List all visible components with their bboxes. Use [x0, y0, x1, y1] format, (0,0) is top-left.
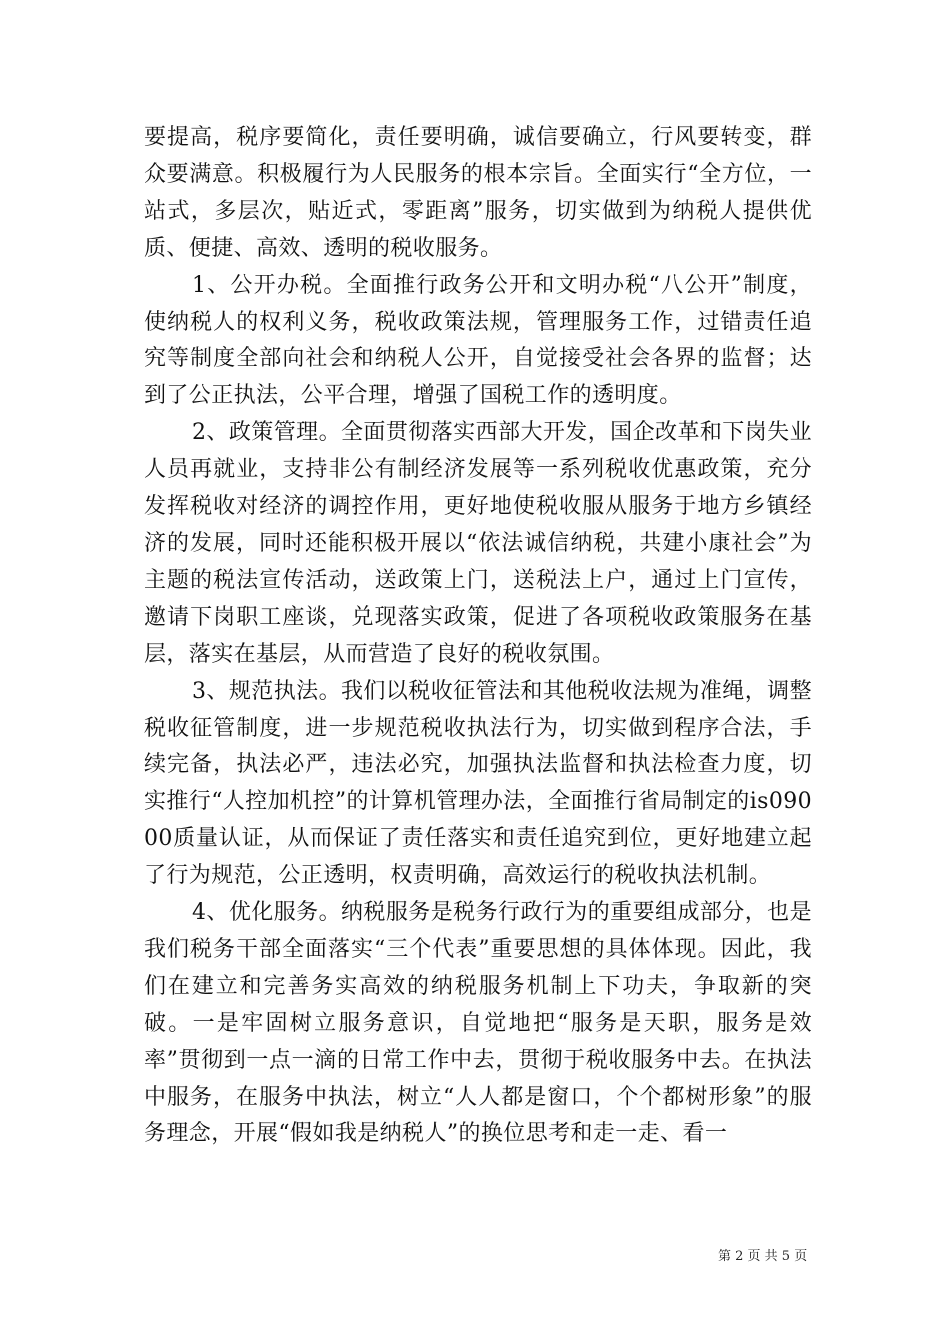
paragraph-optimize-service: 4、优化服务。纳税服务是税务行政行为的重要组成部分，也是我们税务干部全面落实“三个代表”重要思想的具体体现。因此，我们在建立和完善务实高效的纳税服务机制上下功夫，争取新的突破。一是牢固树立服务意识，自觉地把“服务是天职，服务是效率”贯彻到一点一滴的日常工作中去，贯彻于税收服务中去。在执法中服务，在服务中执法，树立“人人都是窗口，个个都树形象”的服务理念，开展“假如我是纳税人”的换位思考和走一走、看一	[144, 900, 812, 1147]
paragraph-standard-enforcement: 3、规范执法。我们以税收征管法和其他税收法规为准绳，调整税收征管制度，进一步规范税收执法行为，切实做到程序合法，手续完备，执法必严，违法必究，加强执法监督和执法检查力度，切实推行“人控加机控”的计算机管理办法，全面推行省局制定的is09000质量认证，从而保证了责任落实和责任追究到位，更好地建立起了行为规范，公正透明，权责明确，高效运行的税收执法机制。	[144, 678, 813, 889]
paragraph-policy-management: 2、政策管理。全面贯彻落实西部大开发，国企改革和下岗失业人员再就业，支持非公有制经济发展等一系列税收优惠政策，充分发挥税收对经济的调控作用，更好地使税收服从服务于地方乡镇经济的发展，同时还能积极开展以“依法诚信纳税，共建小康社会”为主题的税法宣传活动，送政策上门，送税法上户，通过上门宣传，邀请下岗职工座谈，兑现落实政策，促进了各项税收政策服务在基层，落实在基层，从而营造了良好的税收氛围。	[144, 420, 812, 667]
page-number-footer: 第 2 页 共 5 页	[718, 1249, 808, 1264]
document-body	[144, 120, 812, 1153]
paragraph-intro-continuation: 要提高，税序要简化，责任要明确，诚信要确立，行风要转变，群众要满意。积极履行为人民服务的根本宗旨。全面实行“全方位，一站式，多层次，贴近式，零距离”服务，切实做到为纳税人提供优质、便捷、高效、透明的税收服务。	[144, 125, 812, 261]
paragraph-public-tax: 1、公开办税。全面推行政务公开和文明办税“八公开”制度，使纳税人的权利义务，税收政策法规，管理服务工作，过错责任追究等制度全部向社会和纳税人公开，自觉接受社会各界的监督；达到了公正执法，公平合理，增强了国税工作的透明度。	[144, 272, 812, 409]
